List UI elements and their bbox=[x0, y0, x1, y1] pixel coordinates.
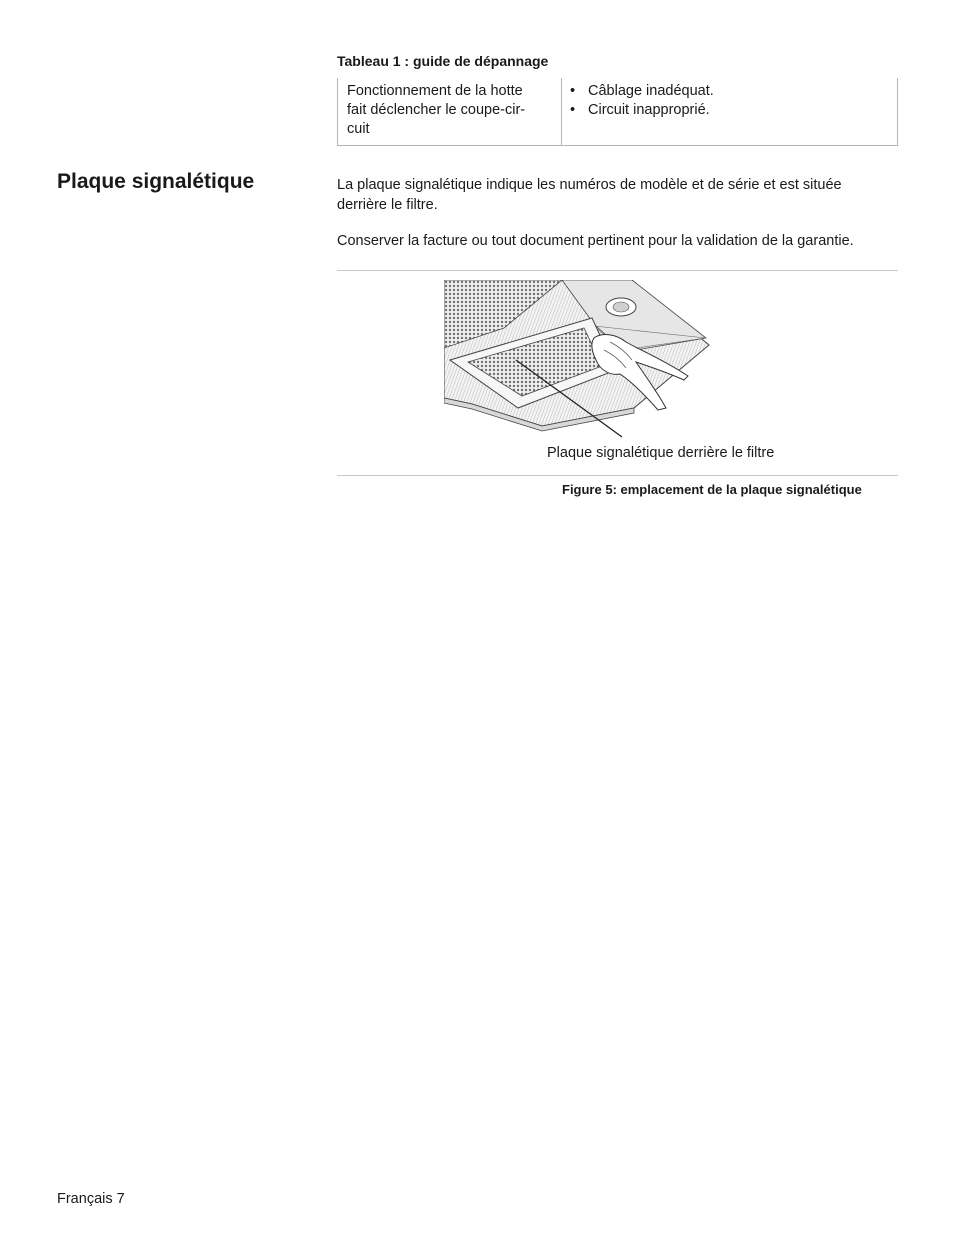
list-item bbox=[570, 82, 890, 101]
symptom-line: Fonctionnement de la hotte bbox=[347, 83, 523, 99]
figure-callout-label: Plaque signalétique derrière le filtre bbox=[547, 445, 775, 461]
list-item bbox=[570, 101, 890, 120]
paragraph-warranty: Conserver la facture ou tout document pertinent pour la validation de la garantie. bbox=[337, 233, 854, 249]
figure-caption: Figure 5: emplacement de la plaque signalétique bbox=[562, 482, 862, 497]
bullet-icon: • bbox=[570, 83, 576, 99]
section-heading: Plaque signalétique bbox=[57, 170, 255, 193]
table-cell-symptom bbox=[338, 78, 562, 145]
table-cell-causes bbox=[570, 82, 890, 120]
paragraph-rating-plate bbox=[337, 176, 897, 215]
symptom-line: fait déclencher le coupe-cir- bbox=[347, 102, 526, 118]
page-number: Français 7 bbox=[57, 1191, 125, 1207]
bullet-icon: • bbox=[570, 102, 576, 118]
figure-top-rule bbox=[337, 270, 898, 271]
paragraph-line: derrière le filtre. bbox=[337, 196, 438, 213]
symptom-line: cuit bbox=[347, 121, 370, 137]
cause-text: Circuit inapproprié. bbox=[588, 102, 710, 118]
cause-text: Câblage inadéquat. bbox=[588, 83, 714, 99]
table-caption: Tableau 1 : guide de dépannage bbox=[337, 53, 549, 69]
range-hood-filter-illustration bbox=[444, 280, 716, 440]
paragraph-line: La plaque signalétique indique les numéros de modèle et de série et est située bbox=[337, 177, 842, 193]
figure-bottom-rule bbox=[337, 475, 898, 476]
troubleshooting-table bbox=[337, 78, 898, 146]
